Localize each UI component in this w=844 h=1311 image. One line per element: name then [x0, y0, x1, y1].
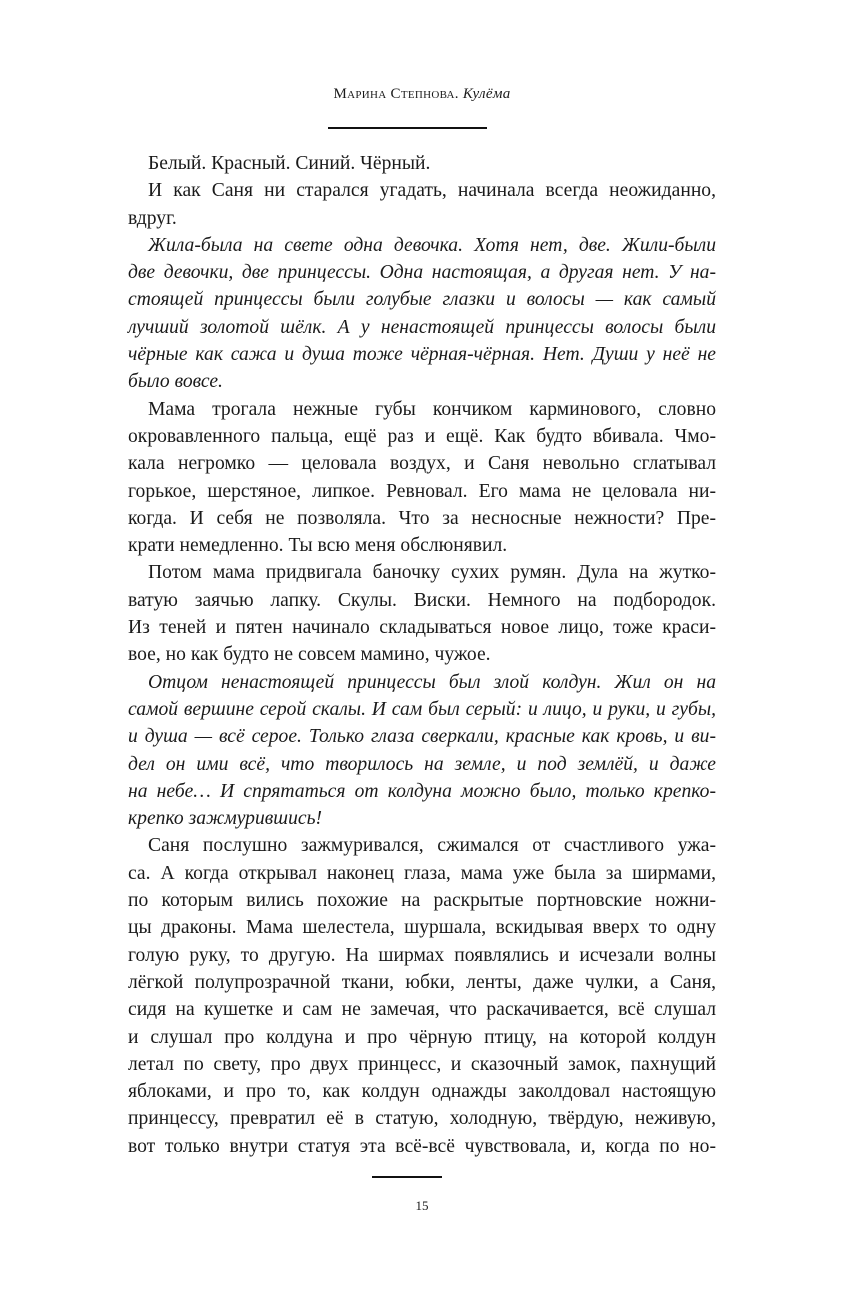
- text-line: было вовсе.: [128, 371, 223, 393]
- header-rule: [328, 127, 487, 129]
- text-line: сидя на кушетке и сам не замечая, что раскачивается, всё слушал: [128, 999, 716, 1021]
- page-number: 15: [415, 1198, 429, 1213]
- text-line: две девочки, две принцессы. Одна настоящая, а другая нет. У на-: [128, 262, 716, 284]
- text-line: окровавленного пальца, ещё раз и ещё. Как будто вбивала. Чмо-: [128, 425, 716, 447]
- text-line: по которым вились похожие на раскрытые портновские ножни-: [128, 890, 716, 912]
- text-line: вот только внутри статуя эта всё-всё чувствовала, и, когда по но-: [128, 1135, 716, 1157]
- text-line: лёгкой полупрозрачной ткани, юбки, ленты, даже чулки, а Саня,: [128, 971, 716, 993]
- text-line: вое, но как будто не совсем мамино, чужое.: [128, 644, 491, 666]
- text-line: голую руку, то другую. На ширмах появлялись и исчезали волны: [128, 944, 716, 966]
- running-head-separator: .: [454, 86, 463, 102]
- text-line: Отцом ненастоящей принцессы был злой колдун. Жил он на: [148, 671, 716, 693]
- text-line: стоящей принцессы были голубые глазки и волосы — как самый: [128, 289, 716, 311]
- text-line: самой вершине серой скалы. И сам был серый: и лицо, и руки, и губы,: [128, 698, 716, 720]
- paragraph: [128, 832, 716, 1160]
- text-line: Из теней и пятен начинало складываться новое лицо, тоже краси-: [128, 617, 716, 639]
- text-line: Саня послушно зажмуривался, сжимался от счастливого ужа-: [148, 835, 716, 857]
- paragraph: [128, 177, 716, 232]
- text-line: И как Саня ни старался угадать, начинала всегда неожиданно,: [148, 180, 716, 202]
- text-line: лучший золотой шёлк. А у ненастоящей принцессы волосы были: [128, 316, 716, 338]
- text-line: дел он ими всё, что творилось на земле, и под землёй, и даже: [128, 753, 716, 775]
- running-head: [0, 86, 844, 103]
- text-line: летал по свету, про двух принцесс, и сказочный замок, пахнущий: [128, 1053, 716, 1075]
- text-line: принцессу, превратил её в статую, холодную, твёрдую, неживую,: [128, 1108, 716, 1130]
- text-line: и душа — всё серое. Только глаза сверкали, красные как кровь, и ви-: [128, 726, 716, 748]
- paragraph: [128, 559, 716, 668]
- italic-paragraph: [128, 669, 716, 833]
- footer-rule: [372, 1176, 442, 1178]
- text-line: вдруг.: [128, 207, 177, 229]
- text-line: Белый. Красный. Синий. Чёрный.: [148, 153, 431, 174]
- text-line: Потом мама придвигала баночку сухих румян. Дула на жутко-: [148, 562, 716, 584]
- text-line: на небе… И спрятаться от колдуна можно было, только крепко-: [128, 780, 716, 802]
- running-head-title: Кулёма: [462, 86, 511, 102]
- text-line: когда. И себя не позволяла. Что за несносные нежности? Пре-: [128, 507, 716, 529]
- text-line: и слушал про колдуна и про чёрную птицу, на которой колдун: [128, 1026, 716, 1048]
- text-line: са. А когда открывал наконец глаза, мама уже была за ширмами,: [128, 862, 716, 884]
- italic-paragraph: [128, 232, 716, 396]
- text-line: Мама трогала нежные губы кончиком карминового, словно: [148, 398, 716, 420]
- text-line: Жила-была на свете одна девочка. Хотя нет, две. Жили-были: [148, 234, 716, 256]
- running-head-author: Марина Степнова: [333, 86, 455, 102]
- text-line: крепко зажмурившись!: [128, 808, 323, 830]
- text-line: ватую заячью лапку. Скулы. Виски. Немного на подбородок.: [128, 589, 716, 611]
- text-line: крати немедленно. Ты всю меня обслюнявил.: [128, 535, 508, 557]
- text-line: горькое, шерстяное, липкое. Ревновал. Его мама не целовала ни-: [128, 480, 716, 502]
- text-line: цы драконы. Мама шелестела, шуршала, вскидывая вверх то одну: [128, 917, 716, 939]
- text-line: кала негромко — целовала воздух, и Саня невольно сглатывал: [128, 453, 716, 475]
- text-line: чёрные как сажа и душа тоже чёрная-чёрная. Нет. Души у неё не: [128, 344, 716, 366]
- paragraph: [128, 150, 716, 177]
- paragraph: [128, 396, 716, 560]
- text-line: яблоками, и про то, как колдун однажды заколдовал настоящую: [128, 1081, 716, 1103]
- body-text: [128, 150, 716, 1160]
